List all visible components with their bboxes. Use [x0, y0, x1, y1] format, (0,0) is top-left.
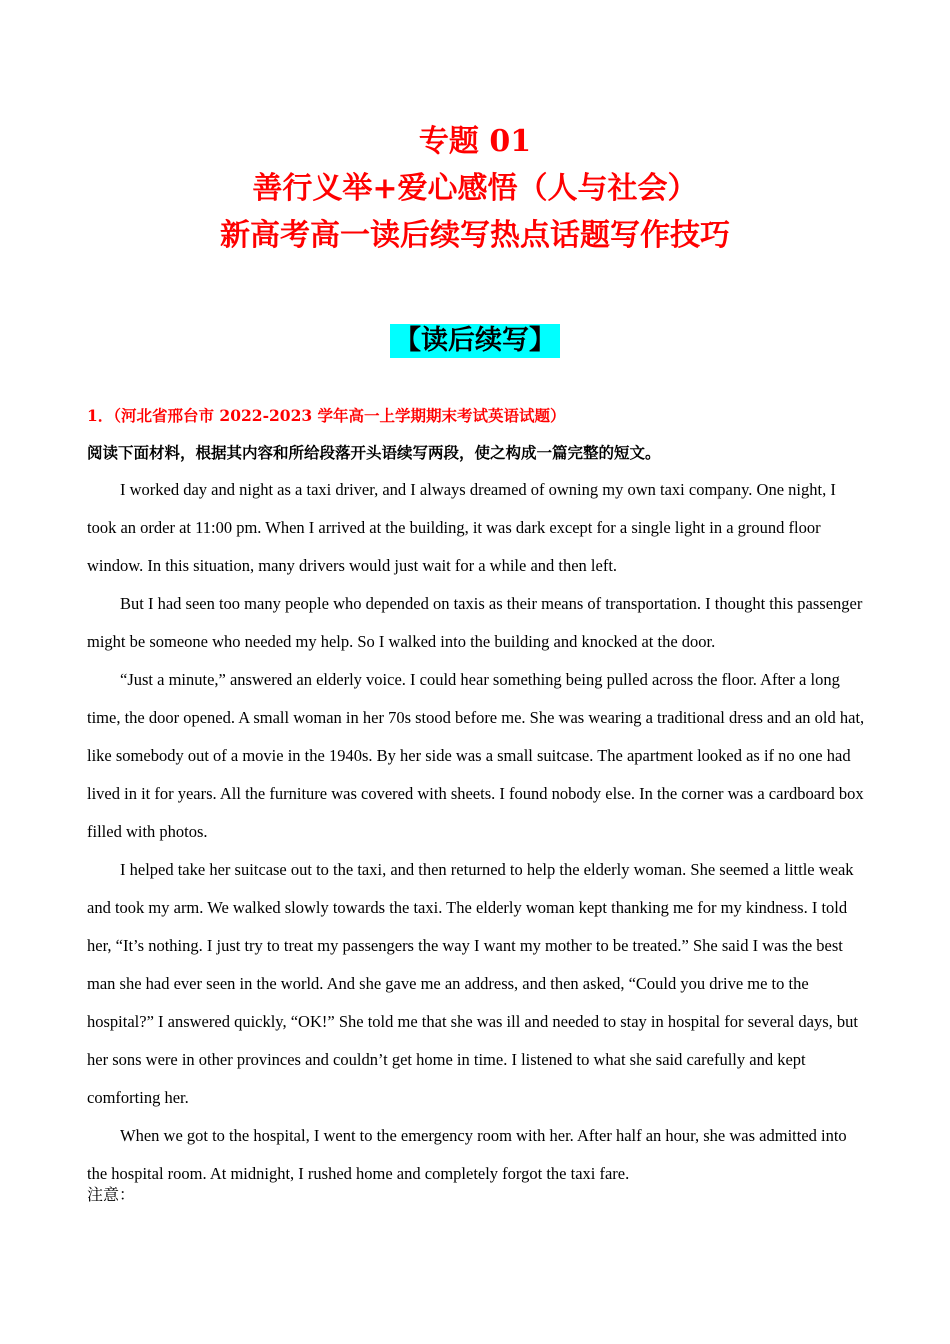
- question-instruction: 阅读下面材料，根据其内容和所给段落开头语续写两段，使之构成一篇完整的短文。: [87, 444, 661, 462]
- document-title: [0, 118, 950, 259]
- question-source: 1．（河北省邢台市 2022-2023 学年高一上学期期末考试英语试题）: [87, 406, 566, 425]
- passage-paragraph: I helped take her suitcase out to the taxi, and then returned to help the elderly woman. She seemed a little weak and took my arm. We walked slowly towards the taxi. The elderly woman kept thanking me for my kindness. I told her, “It’s nothing. I just try to treat my passengers the way I want my mother to be treated.” She said I was the best man she had ever seen in the world. And she gave me an address, and then asked, “Could you drive me to the hospital?” I answered quickly, “OK!” She told me that she was ill and needed to stay in hospital for several days, but her sons were in other provinces and couldn’t get home in time. I listened to what she said carefully and kept comforting her.: [87, 860, 859, 1107]
- title-topic-number: 专题 01: [418, 124, 532, 159]
- passage-paragraph: I worked day and night as a taxi driver, and I always dreamed of owning my own taxi company. One night, I took an order at 11:00 pm. When I arrived at the building, it was dark except for a single light in a ground floor window. In this situation, many drivers would just wait for a while and then left.: [87, 480, 836, 575]
- passage-paragraph: But I had seen too many people who depended on taxis as their means of transportation. I thought this passenger might be someone who needed my help. So I walked into the building and knocked at the door.: [87, 594, 863, 651]
- section-header-container: [0, 324, 950, 358]
- passage-paragraph: When we got to the hospital, I went to the emergency room with her. After half an hour, she was admitted into the hospital room. At midnight, I rushed home and completely forgot the taxi fare.: [87, 1126, 847, 1183]
- passage-paragraph: “Just a minute,” answered an elderly voice. I could hear something being pulled across the floor. After a long time, the door opened. A small woman in her 70s stood before me. She was wearing a traditional dress and an old hat, like somebody out of a movie in the 1940s. By her side was a small suitcase. The apartment looked as if no one had lived in it for years. All the furniture was covered with sheets. I found nobody else. In the corner was a cardboard box filled with photos.: [87, 670, 865, 841]
- section-header: 【读后续写】: [390, 324, 560, 358]
- note-label: 注意：: [87, 1185, 136, 1204]
- title-subtitle: 新高考高一读后续写热点话题写作技巧: [220, 218, 730, 253]
- reading-passage: [87, 471, 865, 1193]
- title-theme: 善行义举+爱心感悟（人与社会）: [252, 171, 698, 206]
